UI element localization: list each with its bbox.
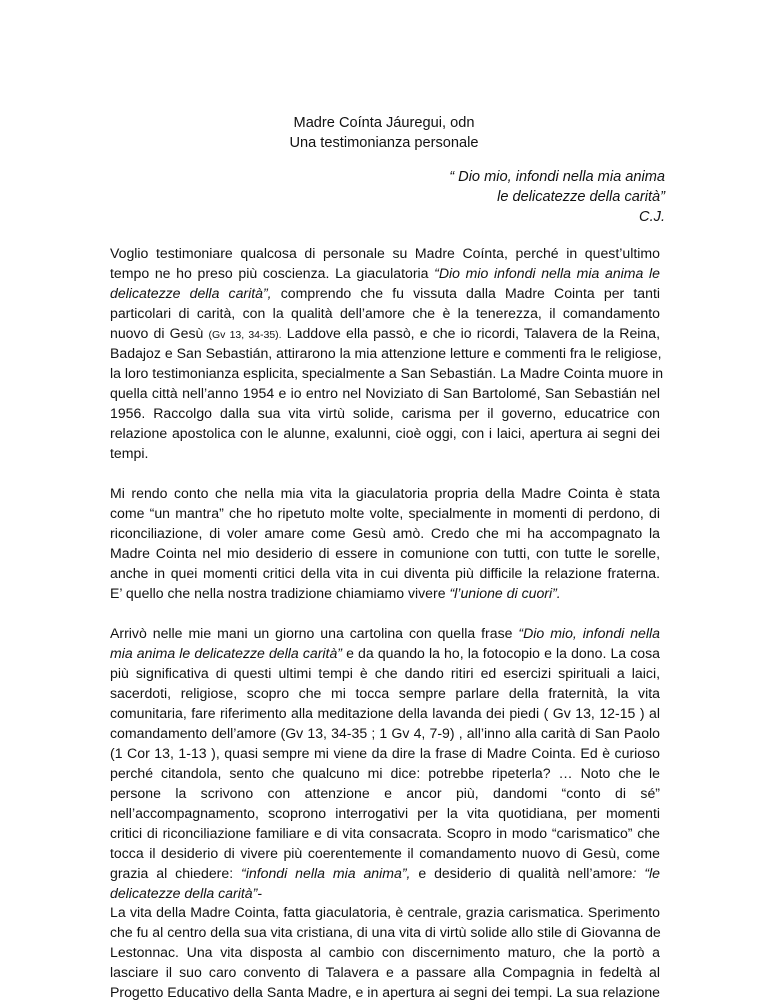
prayer-quote: “Dio mio infondi nella mia anima le — [434, 265, 660, 281]
paragraph-line: sacerdoti, religiose, scopro che mi tocca sempre parlare della fraternità, la vita — [110, 685, 660, 701]
paragraph-line: particolari di carità, con la qualità dell’amore che è la tenerezza, il comandamento — [110, 305, 660, 321]
paragraph-line: riconciliazione, di voler amare come Gesù amò. Credo che mi ha accompagnato la — [110, 525, 660, 541]
text-run: E’ quello che nella nostra tradizione chiamiamo vivere — [110, 585, 446, 601]
paragraph-line: come “un mantra” che ho ripetuto molte volte, specialmente in momenti di perdono, di — [110, 505, 660, 521]
text-run: e da quando la ho, la fotocopio e la dono. La cosa — [346, 645, 661, 661]
paragraph-line: (1 Cor 13, 1-13 ), quasi sempre mi viene da dire la frase di Madre Cointa. Ed è curioso — [110, 745, 660, 761]
paragraph-line: tempi. — [110, 445, 149, 461]
paragraph-line: 1956. Raccolgo dalla sua vita virtù solide, carisma per il governo, educatrice con — [110, 405, 660, 421]
epigraph-line-1: “ Dio mio, infondi nella mia anima — [449, 169, 665, 185]
prayer-quote: mia anima le delicatezze della carità” — [110, 645, 343, 661]
prayer-quote: “l’unione di cuori”. — [449, 585, 561, 601]
paragraph-line: comunitaria, fare riferimento alla meditazione della lavanda dei piedi ( Gv 13, 12-15 ) al — [110, 705, 660, 721]
text-run: comprendo che fu vissuta dalla Madre Cointa per tanti — [280, 285, 660, 301]
epigraph-signature: C.J. — [639, 209, 665, 225]
paragraph-line: Madre Cointa nel mio desiderio di essere in comunione con tutti, con tutte le sorelle, — [110, 545, 660, 561]
paragraph-line: anche in quei momenti critici della vita in cui diventa più difficile la relazione fraterna. — [110, 565, 660, 581]
text-run: nuovo di Gesù — [110, 325, 204, 341]
paragraph-4 — [110, 902, 660, 1002]
paragraph-line — [110, 623, 660, 643]
paragraph-line: comandamento dell’amore (Gv 13, 34-35 ; 1 Gv 4, 7-9) , all’inno alla carità di San Paolo — [110, 725, 660, 741]
paragraph-line — [110, 883, 660, 903]
prayer-quote: : “le — [632, 865, 660, 881]
paragraph-3 — [110, 623, 660, 903]
text-run: Arrivò nelle mie mani un giorno una cartolina con quella frase — [110, 625, 513, 641]
bible-reference: (Gv 13, 34-35). — [208, 329, 282, 341]
paragraph-line: persone la scrivono con attenzione e ancor più, dandomi “conto di sé” — [110, 785, 660, 801]
paragraph-line: tocca il desiderio di vivere più coerentemente il comandamento nuovo di Gesù, come — [110, 845, 660, 861]
paragraph-line: lasciare il suo caro convento di Talavera e a passare alla Compagnia in fedeltà al — [110, 964, 660, 980]
paragraph-line — [110, 583, 660, 603]
prayer-quote: “infondi nella mia anima”, — [241, 865, 411, 881]
text-run: e desiderio di qualità nell’amore — [418, 865, 633, 881]
paragraph-1 — [110, 243, 664, 463]
document-subtitle: Una testimonianza personale — [289, 135, 479, 151]
paragraph-line — [110, 323, 660, 343]
paragraph-2 — [110, 483, 660, 603]
paragraph-line — [110, 263, 660, 283]
paragraph-line: più significativa di questi ultimi tempi è che dando ritiri ed esercizi spirituali a laici, — [110, 665, 660, 681]
epigraph-line-2: le delicatezze della carità” — [497, 189, 665, 205]
prayer-quote: delicatezze della carità”, — [110, 285, 272, 301]
paragraph-line: quella città nell’anno 1954 e io entro nel Noviziato di San Bartolomé, San Sebastián nel — [110, 385, 660, 401]
paragraph-line: critici di riconciliazione familiare e di vita consacrata. Scopro in modo “carismatico” che — [110, 825, 660, 841]
text-run: Laddove ella passò, e che io ricordi, Talavera de la Reina, — [286, 325, 661, 341]
paragraph-line: relazione apostolica con le alunne, exalunni, cioè oggi, con i laici, apertura ai segni dei — [110, 425, 660, 441]
paragraph-line — [110, 863, 660, 883]
paragraph-line: Lestonnac. Una vita disposta al cambio con discernimento maturo, che la portò a — [110, 944, 660, 960]
prayer-quote: “Dio mio, infondi nella — [518, 625, 660, 641]
paragraph-line: Mi rendo conto che nella mia vita la giaculatoria propria della Madre Cointa è stata — [110, 485, 660, 501]
paragraph-line: Progetto Educativo della Santa Madre, e in apertura ai segni dei tempi. La sua relazione — [110, 984, 660, 1000]
paragraph-line — [110, 643, 660, 663]
paragraph-line: Badajoz e San Sebastián, attirarono la mia attenzione letture e commenti fra le religiose, — [110, 345, 662, 361]
paragraph-line: La vita della Madre Cointa, fatta giaculatoria, è centrale, grazia carismatica. Sperimento — [110, 904, 660, 920]
text-run: grazia al chiedere: — [110, 865, 234, 881]
paragraph-line: perché citandola, sento che qualcuno mi dice: potrebbe ripeterla? … Noto che le — [110, 765, 660, 781]
document-title: Madre Coínta Jáuregui, odn — [293, 115, 475, 131]
text-run: tempo ne ho preso più coscienza. La giaculatoria — [110, 265, 429, 281]
paragraph-line: la loro testimonianza esplicita, specialmente a San Sebastián. La Madre Cointa muore in — [110, 365, 664, 381]
paragraph-line: nell’accompagnamento, scoprono interrogativi per la vita quotidiana, per momenti — [110, 805, 660, 821]
prayer-quote: delicatezze della carità”- — [110, 885, 262, 901]
paragraph-line: che fu al centro della sua vita cristiana, di una vita di virtù solide allo stile di Giovanna de — [110, 924, 661, 940]
paragraph-line — [110, 283, 660, 303]
paragraph-line: Voglio testimoniare qualcosa di personale su Madre Coínta, perché in quest’ultimo — [110, 245, 660, 261]
